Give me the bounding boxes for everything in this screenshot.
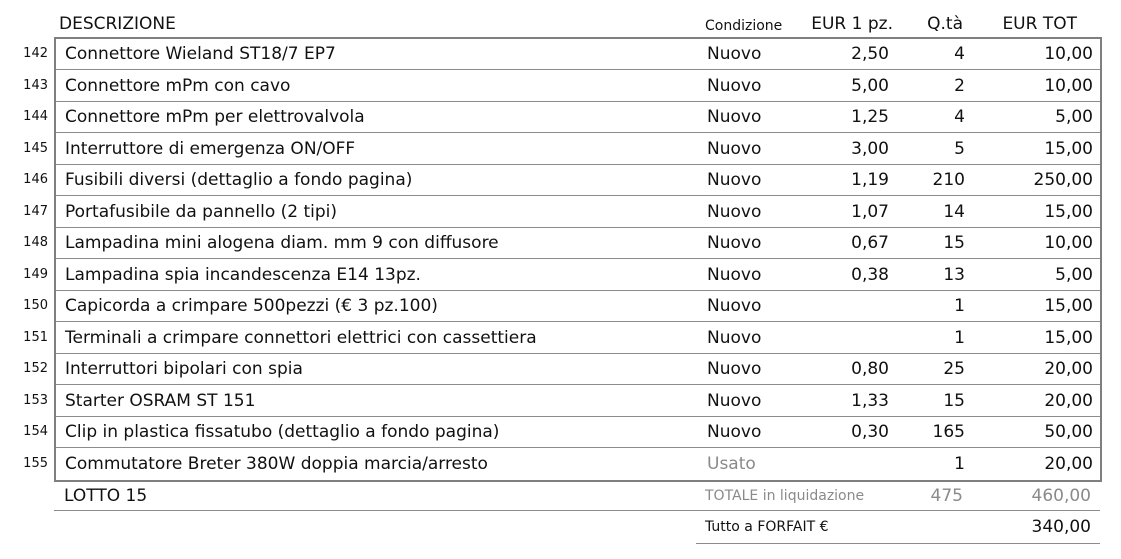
row-number: 153 [23,392,48,408]
table-row [56,228,1100,259]
item-description: Starter OSRAM ST 151 [65,390,256,411]
item-description: Capicorda a crimpare 500pezzi (€ 3 pz.100) [65,296,438,316]
item-total: 15,00 [1044,201,1093,222]
item-condition: Nuovo [707,233,762,253]
item-total: 5,00 [1055,107,1093,127]
row-number: 155 [23,455,48,471]
row-number: 146 [23,172,48,187]
item-description: Connettore mPm con cavo [65,75,291,96]
total-label: TOTALE in liquidazione [705,488,865,504]
item-description: Lampadina mini alogena diam. mm 9 con diffusore [65,233,499,253]
table-row [56,197,1100,228]
table-row [56,71,1100,102]
item-quantity: 1 [954,296,965,316]
row-number: 143 [23,77,48,93]
item-description: Portafusibile da pannello (2 tipi) [65,201,338,222]
lot-label: LOTTO 15 [64,486,148,506]
item-total: 15,00 [1044,327,1093,348]
table-row [56,102,1100,133]
item-quantity: 5 [954,138,965,159]
item-quantity: 15 [943,233,965,253]
item-unit-price: 0,67 [851,233,889,253]
item-description: Clip in plastica fissatubo (dettaglio a fondo pagina) [65,422,500,442]
item-quantity: 1 [954,453,965,474]
row-number: 148 [23,235,48,250]
row-number: 154 [23,424,48,439]
total-value: 460,00 [1031,486,1091,506]
item-description: Interruttori bipolari con spia [65,359,303,379]
row-number: 147 [23,203,48,219]
header-description: DESCRIZIONE [59,14,176,34]
item-quantity: 13 [943,264,965,285]
item-total: 15,00 [1044,138,1093,159]
header-condition: Condizione [705,18,783,34]
header-total: EUR TOT [1002,14,1077,34]
item-description: Interruttore di emergenza ON/OFF [65,138,356,159]
item-description: Commutatore Breter 380W doppia marcia/arresto [65,453,488,474]
row-number: 149 [23,266,48,282]
item-quantity: 4 [954,44,965,64]
item-description: Connettore Wieland ST18/7 EP7 [65,44,336,64]
item-quantity: 1 [954,327,965,348]
item-condition: Nuovo [707,422,762,442]
item-condition: Nuovo [707,75,762,96]
item-unit-price: 0,30 [851,422,889,442]
table-row [56,291,1100,322]
table-row [56,449,1100,480]
item-quantity: 25 [943,359,965,379]
table-row [56,354,1100,385]
item-total: 15,00 [1044,296,1093,316]
item-total: 10,00 [1044,233,1093,253]
table-row [56,134,1100,165]
item-condition: Nuovo [707,390,762,411]
table-row [56,39,1100,70]
row-number: 142 [23,46,48,61]
table-row [56,260,1100,291]
header-unit-price: EUR 1 pz. [811,14,893,34]
item-quantity: 2 [954,75,965,96]
item-unit-price: 1,25 [851,107,889,127]
header-quantity: Q.tà [927,14,963,34]
footer-divider [54,510,1100,511]
item-unit-price: 2,50 [851,44,889,64]
item-total: 20,00 [1044,453,1093,474]
row-number: 152 [23,361,48,376]
table-row [56,165,1100,196]
item-condition: Usato [707,453,756,474]
item-unit-price: 5,00 [851,75,889,96]
item-total: 10,00 [1044,75,1093,96]
table-row [56,417,1100,448]
item-quantity: 15 [943,390,965,411]
item-condition: Nuovo [707,138,762,159]
item-condition: Nuovo [707,264,762,285]
item-condition: Nuovo [707,201,762,222]
item-description: Fusibili diversi (dettaglio a fondo pagina) [65,170,413,190]
item-condition: Nuovo [707,107,762,127]
forfait-value: 340,00 [1031,517,1091,537]
item-quantity: 165 [932,422,965,442]
item-condition: Nuovo [707,327,762,348]
item-unit-price: 1,19 [851,170,889,190]
forfait-label: Tutto a FORFAIT € [705,519,829,535]
row-number: 145 [23,140,48,156]
item-total: 20,00 [1044,390,1093,411]
item-condition: Nuovo [707,170,762,190]
item-unit-price: 1,07 [851,201,889,222]
item-quantity: 14 [943,201,965,222]
item-unit-price: 3,00 [851,138,889,159]
item-quantity: 4 [954,107,965,127]
row-number: 151 [23,329,48,345]
item-total: 50,00 [1044,422,1093,442]
item-unit-price: 1,33 [851,390,889,411]
forfait-underline [696,543,1100,544]
total-quantity: 475 [930,486,963,506]
row-number: 150 [23,298,48,313]
item-quantity: 210 [932,170,965,190]
row-number: 144 [23,109,48,124]
table-row [56,323,1100,354]
item-total: 250,00 [1033,170,1093,190]
item-total: 5,00 [1055,264,1093,285]
item-condition: Nuovo [707,359,762,379]
item-unit-price: 0,80 [851,359,889,379]
item-unit-price: 0,38 [851,264,889,285]
item-condition: Nuovo [707,44,762,64]
item-description: Lampadina spia incandescenza E14 13pz. [65,264,421,285]
items-table [54,37,1102,482]
item-description: Terminali a crimpare connettori elettrici con cassettiera [65,327,537,348]
item-total: 20,00 [1044,359,1093,379]
item-condition: Nuovo [707,296,762,316]
item-total: 10,00 [1044,44,1093,64]
item-description: Connettore mPm per elettrovalvola [65,107,365,127]
table-row [56,386,1100,417]
